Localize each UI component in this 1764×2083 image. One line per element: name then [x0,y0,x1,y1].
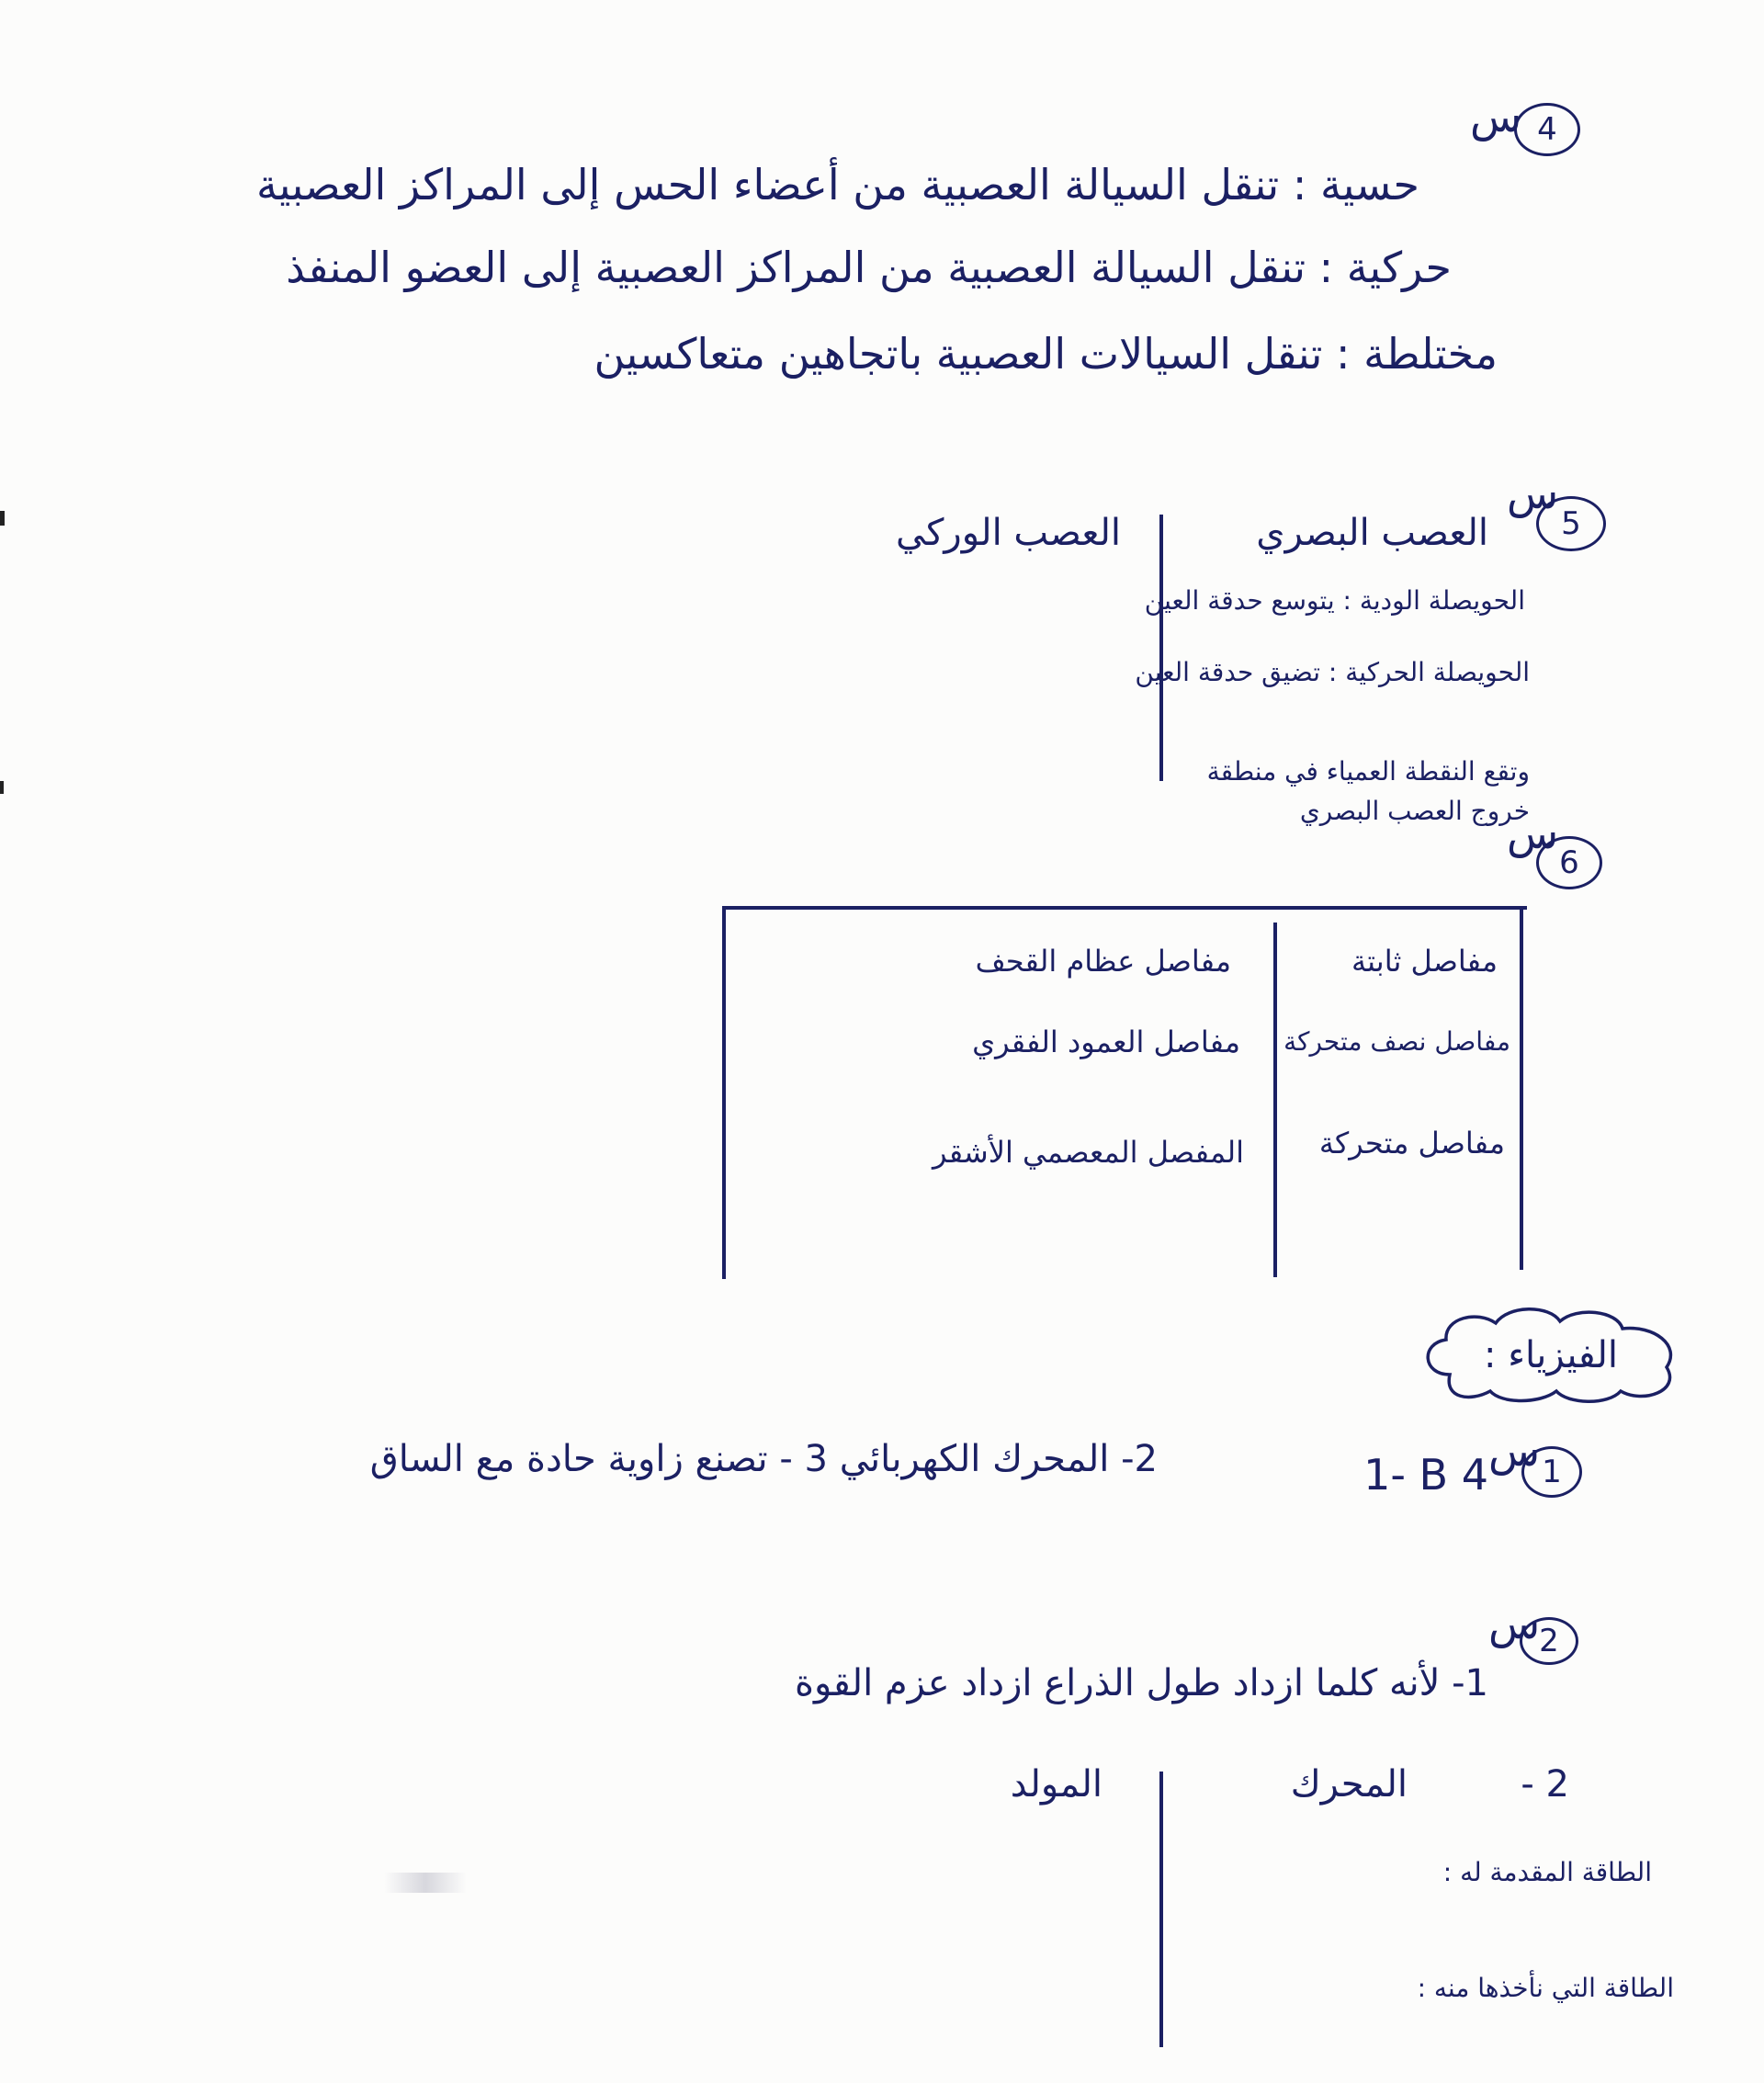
q6-row2-example: مفاصل العمود الفقري [972,1025,1240,1059]
q5-number-circle: 5 [1536,496,1606,551]
q5-item-2: الحويصلة الحركية : تضيق حدقة العين [1135,657,1530,687]
q6-question-mark: س [1507,809,1559,858]
q6-number-circle: 6 [1536,836,1602,889]
p2-number-circle: 2 [1520,1617,1578,1665]
p2-header-motor: المحرك [1290,1763,1408,1806]
q4-line-mixed: مختلطة : تنقل السيالات العصبية باتجاهين متعاكسين [594,329,1498,379]
q5-header-sciatic-nerve: العصب الوركي [896,512,1121,554]
q4-number-circle: 4 [1514,103,1580,156]
q6-row1-type: مفاصل ثابتة [1351,944,1498,979]
p2-answer-2-prefix: 2 - [1521,1763,1569,1806]
q6-table-left-border [722,906,726,1279]
scan-smudge [384,1873,467,1893]
p2-item-input-energy: الطاقة المقدمة له : [1442,1857,1652,1887]
p2-answer-1: 1- لأنه كلما ازداد طول الذراع ازداد عزم القوة [795,1662,1488,1704]
p1-answer-b: 2- المحرك الكهربائي 3 - تصنع زاوية حادة مع الساق [369,1438,1158,1480]
q4-question-mark: س [1470,92,1522,142]
q5-column-divider [1159,515,1163,781]
p2-column-divider [1159,1772,1163,2047]
q5-item-3: وتقع النقطة العمياء في منطقة خروج العصب البصري [1206,756,1530,827]
q6-table-middle-border [1273,923,1277,1277]
physics-label: الفيزياء : [1484,1334,1618,1376]
q4-line-motor: حركية : تنقل السيالة العصبية من المراكز العصبية إلى العضو المنفذ [286,243,1452,292]
q6-row3-type: مفاصل متحركة [1318,1126,1505,1160]
p1-answer-a: 1- B 4 [1363,1450,1488,1500]
p1-question-mark: س [1488,1426,1541,1476]
q6-table-top-border [722,906,1527,910]
scan-edge-mark [0,781,4,794]
q6-row3-example: المفصل المعصمي الأشقر [933,1135,1244,1170]
q5-header-optic-nerve: العصب البصري [1256,512,1488,554]
q6-table-right-border [1520,910,1523,1270]
p2-question-mark: س [1488,1599,1541,1648]
q6-row1-example: مفاصل عظام القحف [975,944,1231,979]
q5-item-1: الحويصلة الودية : يتوسع حدقة العين [1144,585,1525,616]
p2-header-generator: المولد [1010,1763,1102,1806]
physics-cloud-heading [1413,1303,1689,1406]
q4-line-sensory: حسية : تنقل السيالة العصبية من أعضاء الحس إلى المراكز العصبية [255,160,1419,209]
q5-question-mark: س [1507,469,1559,518]
scan-edge-mark [0,511,5,526]
p2-item-output-energy: الطاقة التي نأخذها منه : [1417,1973,1674,2003]
q6-row2-type: مفاصل نصف متحركة [1283,1026,1510,1057]
p1-number-circle: 1 [1521,1446,1582,1498]
